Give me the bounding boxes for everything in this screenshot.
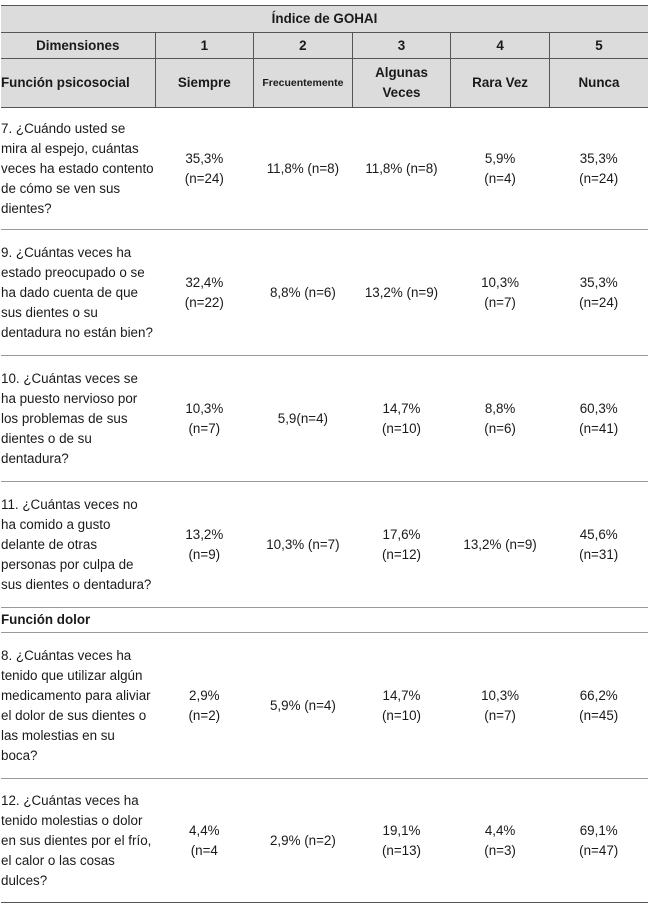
- column-header-5: 5: [549, 33, 648, 59]
- dimensions-row: [1, 33, 648, 59]
- option-header-2: Frecuentemente: [254, 59, 353, 108]
- value-cell: 2,9% (n=2): [254, 779, 353, 903]
- value-cell: 13,2% (n=9): [451, 482, 550, 608]
- column-header-2: 2: [254, 33, 353, 59]
- value-cell: 10,3% (n=7): [155, 356, 254, 482]
- value-cell: 5,9(n=4): [254, 356, 353, 482]
- question-text: 12. ¿Cuántas veces ha tenido molestias o dolor en sus dientes por el frío, el calor o las cosas dulces?: [1, 779, 155, 903]
- options-row: [1, 59, 648, 108]
- value-cell: 11,8% (n=8): [352, 108, 451, 230]
- value-cell: 14,7% (n=10): [352, 356, 451, 482]
- question-text: 7. ¿Cuándo usted se mira al espejo, cuántas veces ha estado contento de cómo se ven sus dientes?: [1, 108, 155, 230]
- value-cell: 2,9% (n=2): [155, 633, 254, 779]
- dimensions-label: Dimensiones: [1, 33, 155, 59]
- table-row: [1, 779, 648, 903]
- value-cell: 66,2% (n=45): [549, 633, 648, 779]
- value-cell: 35,3% (n=24): [155, 108, 254, 230]
- value-cell: 13,2% (n=9): [155, 482, 254, 608]
- section-label-dolor: Función dolor: [1, 608, 648, 633]
- column-header-1: 1: [155, 33, 254, 59]
- value-cell: 35,3% (n=24): [549, 108, 648, 230]
- table-row: [1, 356, 648, 482]
- question-text: 10. ¿Cuántas veces se ha puesto nervioso por los problemas de sus dientes o de su dentadura?: [1, 356, 155, 482]
- value-cell: 11,8% (n=8): [254, 108, 353, 230]
- value-cell: 35,3% (n=24): [549, 230, 648, 356]
- table-title: Índice de GOHAI: [1, 6, 648, 33]
- value-cell: 4,4% (n=4: [155, 779, 254, 903]
- option-header-3: Algunas Veces: [352, 59, 451, 108]
- value-cell: 17,6% (n=12): [352, 482, 451, 608]
- table-row: [1, 230, 648, 356]
- value-cell: 10,3% (n=7): [451, 633, 550, 779]
- question-text: 11. ¿Cuántas veces no ha comido a gusto delante de otras personas por culpa de sus dientes o dentadura?: [1, 482, 155, 608]
- value-cell: 19,1% (n=13): [352, 779, 451, 903]
- option-header-1: Siempre: [155, 59, 254, 108]
- value-cell: 8,8% (n=6): [254, 230, 353, 356]
- value-cell: 32,4% (n=22): [155, 230, 254, 356]
- table-row: [1, 633, 648, 779]
- value-cell: 69,1% (n=47): [549, 779, 648, 903]
- column-header-3: 3: [352, 33, 451, 59]
- option-header-4: Rara Vez: [451, 59, 550, 108]
- section-row-dolor: [1, 608, 648, 633]
- value-cell: 60,3% (n=41): [549, 356, 648, 482]
- title-row: [1, 6, 648, 33]
- value-cell: 10,3% (n=7): [451, 230, 550, 356]
- value-cell: 14,7% (n=10): [352, 633, 451, 779]
- value-cell: 10,3% (n=7): [254, 482, 353, 608]
- value-cell: 8,8% (n=6): [451, 356, 550, 482]
- gohai-table: [1, 5, 648, 903]
- table-row: [1, 482, 648, 608]
- value-cell: 5,9% (n=4): [451, 108, 550, 230]
- question-text: 9. ¿Cuántas veces ha estado preocupado o se ha dado cuenta de que sus dientes o su dentadura no están bien?: [1, 230, 155, 356]
- section-label-psicosocial: Función psicosocial: [1, 59, 155, 108]
- value-cell: 4,4% (n=3): [451, 779, 550, 903]
- table-row: [1, 108, 648, 230]
- value-cell: 45,6% (n=31): [549, 482, 648, 608]
- value-cell: 5,9% (n=4): [254, 633, 353, 779]
- column-header-4: 4: [451, 33, 550, 59]
- value-cell: 13,2% (n=9): [352, 230, 451, 356]
- option-header-5: Nunca: [549, 59, 648, 108]
- question-text: 8. ¿Cuántas veces ha tenido que utilizar algún medicamento para aliviar el dolor de sus dientes o las molestias en su boca?: [1, 633, 155, 779]
